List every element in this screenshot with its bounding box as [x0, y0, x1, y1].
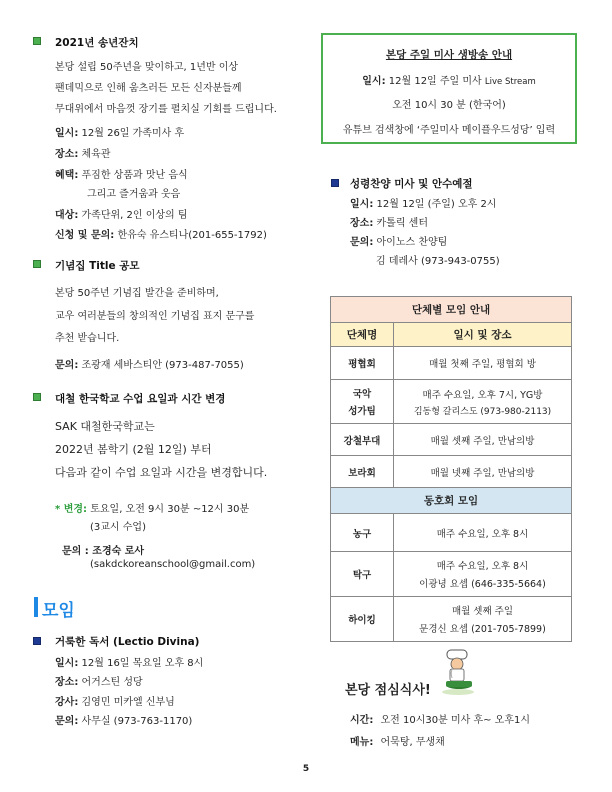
change-value: 토요일, 오전 9시 30분 ~12시 30분: [90, 504, 250, 515]
section-title: 모임: [42, 601, 75, 621]
club-schedule-line-2: 문경신 요셉 (201-705-7899): [419, 624, 546, 635]
date-value: 12월 12일 주일 미사: [388, 76, 482, 87]
club-section-title: 동호회 모임: [331, 488, 572, 514]
contact-label: 문의:: [55, 360, 79, 371]
group-schedule: 매월 첫째 주일, 평협회 방: [394, 347, 572, 380]
group-name: 평협회: [331, 347, 394, 380]
group-name: 보라회: [331, 456, 394, 488]
livestream-title: 본당 주일 미사 생방송 안내: [385, 49, 513, 61]
menu-value: 어묵탕, 무생채: [380, 737, 445, 748]
club-schedule-line-1: 매주 수요일, 오후 8시: [436, 561, 529, 572]
target-label: 대상:: [55, 210, 79, 221]
change-label: * 변경:: [55, 504, 88, 515]
date-label: 일시:: [55, 658, 79, 669]
lectio-title: 거룩한 독서 (Lectio Divina): [55, 636, 200, 648]
livestream-youtube: 유튜브 검색창에 ‘주일미사 메이플우드성당’ 입력: [342, 125, 556, 136]
year-end-party-intro-1: 본당 설립 50주년을 맞이하고, 1년반 이상: [55, 62, 239, 73]
anniversary-book-contact: [55, 356, 244, 371]
group-name: [331, 380, 394, 424]
benefit-value: 푸짐한 상품과 맛난 음식: [81, 170, 188, 181]
korean-school-change-2: (3교시 수업): [90, 522, 146, 533]
table-row: [331, 347, 572, 380]
club-name: 하이킹: [331, 597, 394, 642]
lecturer-label: 강사:: [55, 697, 79, 708]
contact-label: 문의:: [350, 237, 374, 248]
lectio-place: [55, 673, 143, 688]
anniversary-book-line-3: 추천 받습니다.: [55, 333, 120, 344]
anniversary-book-line-2: 교우 여러분들의 창의적인 기념집 표지 문구를: [55, 311, 255, 322]
groups-table: [330, 296, 572, 642]
lectio-contact: [55, 712, 192, 727]
table-row: [331, 514, 572, 552]
year-end-party-intro-3: 무대위에서 마음껏 장기를 펼치실 기회를 드립니다.: [55, 104, 277, 115]
square-bullet-icon: [332, 180, 338, 186]
club-schedule: 매주 수요일, 오후 8시: [394, 514, 572, 552]
time-label: 시간:: [350, 715, 374, 726]
club-name: 농구: [331, 514, 394, 552]
livestream-time: 오전 10시 30 분 (한국어): [392, 100, 506, 111]
korean-school-title: 대철 한국학교 수업 요일과 시간 변경: [55, 393, 226, 405]
contact-label: 문의:: [55, 716, 79, 727]
anniversary-book-title: 기념집 Title 공모: [55, 260, 140, 272]
date-value: 12월 26일 가족미사 후: [81, 128, 185, 139]
column-header-name: 단체명: [331, 323, 394, 347]
column-header-schedule: 일시 및 장소: [394, 323, 572, 347]
club-schedule-line-1: 매월 셋째 주일: [451, 606, 514, 617]
group-schedule: [394, 380, 572, 424]
year-end-party-benefit-2: 그리고 즐거움과 웃음: [87, 189, 181, 200]
club-schedule: [394, 552, 572, 597]
section-accent-bar: [34, 597, 38, 617]
date-label: 일시:: [55, 128, 79, 139]
square-bullet-icon: [34, 394, 40, 400]
korean-school-change: [55, 500, 249, 515]
place-label: 장소:: [55, 149, 79, 160]
livestream-box: [321, 33, 577, 144]
contact-value: 조광재 세바스티안 (973-487-7055): [81, 360, 244, 371]
group-name-line-1: 국악: [352, 389, 372, 400]
date-value: 12월 12일 (주일) 오후 2시: [376, 199, 497, 210]
table-row: [331, 424, 572, 456]
date-label: 일시:: [350, 199, 374, 210]
year-end-party-title: 2021년 송년잔치: [55, 37, 139, 49]
choir-mass-date: [350, 195, 496, 210]
place-value: 체육관: [81, 149, 111, 160]
year-end-party-target: [55, 206, 188, 221]
groups-table-title: 단체별 모임 안내: [331, 297, 572, 323]
date-suffix: Live Stream: [484, 77, 536, 87]
club-schedule-line-2: 이광녕 요셉 (646-335-5664): [419, 579, 546, 590]
square-bullet-icon: [34, 261, 40, 267]
contact-label: 신청 및 문의:: [55, 230, 115, 241]
lecturer-value: 김영민 미카엘 신부님: [81, 697, 175, 708]
choir-mass-contact-2: 김 데레사 (973-943-0755): [376, 256, 500, 267]
korean-school-line-3: 다음과 같이 수업 요일과 시간을 변경합니다.: [55, 466, 268, 479]
time-value: 오전 10시30분 미사 후~ 오후1시: [380, 715, 531, 726]
year-end-party-intro-2: 팬데믹으로 인해 움츠러든 모든 신자분들께: [55, 83, 242, 94]
choir-mass-place: [350, 214, 428, 229]
date-label: 일시:: [362, 76, 386, 87]
lectio-date: [55, 654, 203, 669]
lunch-menu: [350, 733, 445, 748]
livestream-date: [323, 72, 575, 87]
contact-value: 아이노스 찬양팀: [376, 237, 448, 248]
club-schedule: [394, 597, 572, 642]
group-name: 강철부대: [331, 424, 394, 456]
korean-school-line-1: SAK 대철한국학교는: [55, 420, 155, 433]
year-end-party-place: [55, 145, 111, 160]
table-row: [331, 597, 572, 642]
place-label: 장소:: [55, 677, 79, 688]
korean-school-contact: 문의 : 조경숙 로사: [62, 546, 145, 557]
korean-school-line-2: 2022년 봄학기 (2월 12일) 부터: [55, 443, 212, 456]
group-schedule: 매월 넷째 주일, 만남의방: [394, 456, 572, 488]
date-value: 12월 16일 목요일 오후 8시: [81, 658, 204, 669]
group-schedule: 매월 셋째 주일, 만남의방: [394, 424, 572, 456]
korean-school-email: (sakdckoreanschool@gmail.com): [90, 559, 256, 570]
chef-cooking-icon: [438, 648, 478, 696]
group-name-line-2: 성가팀: [348, 406, 376, 417]
year-end-party-benefit: [55, 166, 188, 181]
club-name: 탁구: [331, 552, 394, 597]
year-end-party-contact: [55, 226, 267, 241]
anniversary-book-line-1: 본당 50주년 기념집 발간을 준비하며,: [55, 288, 219, 299]
place-label: 장소:: [350, 218, 374, 229]
table-row: [331, 552, 572, 597]
lunch-title: 본당 점심식사!: [345, 683, 431, 698]
contact-value: 한유숙 유스티나(201-655-1792): [117, 230, 267, 241]
table-row: [331, 456, 572, 488]
contact-value: 사무실 (973-763-1170): [81, 716, 193, 727]
place-value: 카톨릭 센터: [376, 218, 428, 229]
lunch-time: [350, 711, 530, 726]
target-value: 가족단위, 2인 이상의 팀: [81, 210, 188, 221]
table-row: [331, 380, 572, 424]
choir-mass-title: 성령찬양 미사 및 안수예절: [350, 178, 473, 190]
lectio-lecturer: [55, 693, 175, 708]
square-bullet-icon: [34, 638, 40, 644]
group-schedule-line-2: 김동형 갈리스도 (973-980-2113): [413, 406, 552, 417]
place-value: 어거스틴 성당: [81, 677, 143, 688]
menu-label: 메뉴:: [350, 737, 374, 748]
benefit-label: 혜택:: [55, 170, 79, 181]
choir-mass-contact: [350, 233, 447, 248]
page-number: 5: [302, 764, 310, 774]
square-bullet-icon: [34, 38, 40, 44]
year-end-party-date: [55, 124, 184, 139]
group-schedule-line-1: 매주 수요일, 오후 7시, YG방: [422, 389, 543, 401]
